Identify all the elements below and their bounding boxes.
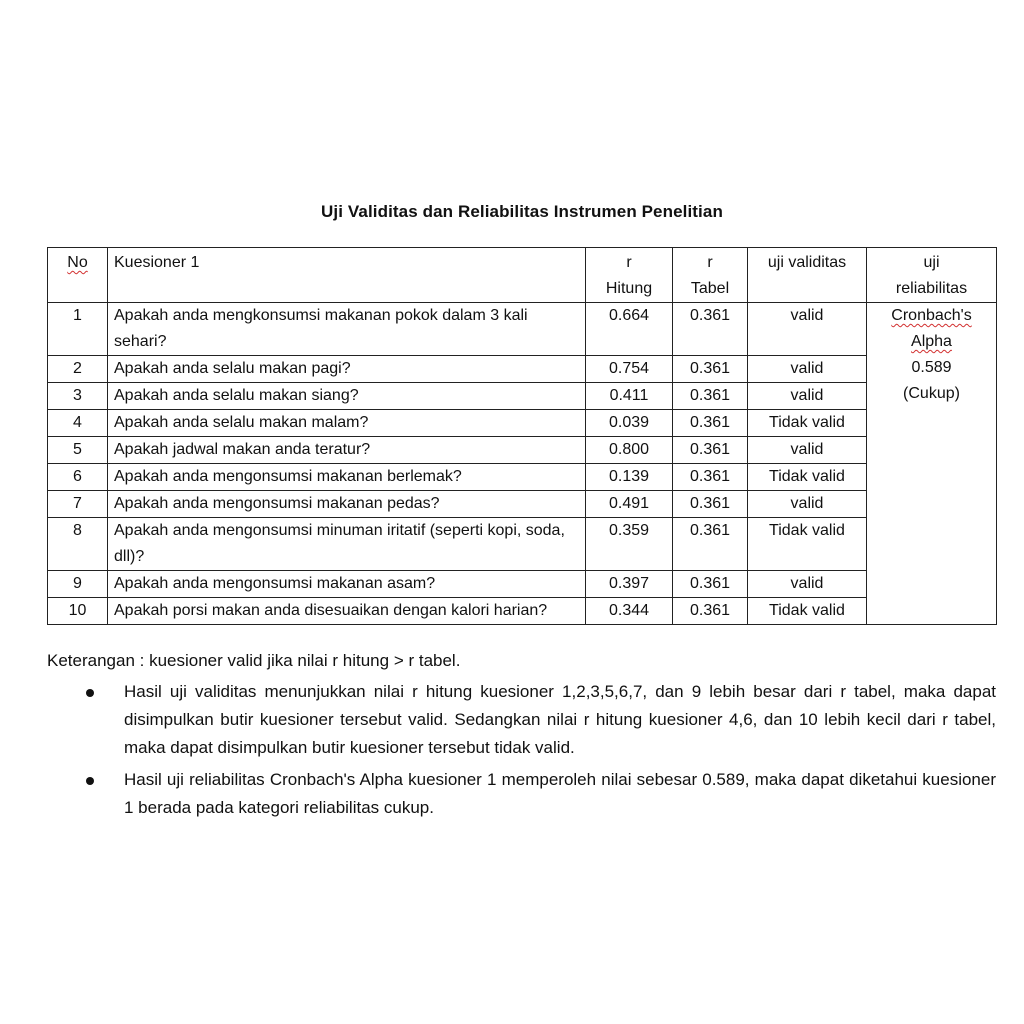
row-no: 2 [48, 356, 108, 383]
table-header-row [48, 248, 997, 303]
row-validitas: valid [748, 383, 867, 410]
table-row [48, 464, 997, 491]
conclusion-text-reliabilitas: Hasil uji reliabilitas Cronbach's Alpha kuesioner 1 memperoleh nilai sebesar 0.589, maka dapat diketahui kuesioner 1 berada pada kategori reliabilitas cukup. [124, 770, 996, 817]
keterangan-text: Keterangan : kuesioner valid jika nilai r hitung > r tabel. [47, 651, 461, 670]
reliability-line2: Alpha [911, 333, 952, 350]
header-r-hitung: r Hitung [586, 248, 673, 303]
conclusion-item-validitas [78, 678, 996, 762]
table-row [48, 410, 997, 437]
table-body [48, 303, 997, 625]
row-no: 3 [48, 383, 108, 410]
row-r-hitung: 0.491 [586, 491, 673, 518]
table-row [48, 598, 997, 625]
row-no: 10 [48, 598, 108, 625]
row-no: 8 [48, 518, 108, 571]
row-question: Apakah anda selalu makan malam? [108, 410, 586, 437]
row-r-hitung: 0.139 [586, 464, 673, 491]
row-r-hitung: 0.397 [586, 571, 673, 598]
row-validitas: valid [748, 303, 867, 356]
row-validitas: Tidak valid [748, 410, 867, 437]
table-row [48, 383, 997, 410]
row-r-tabel: 0.361 [673, 303, 748, 356]
conclusion-list [78, 678, 996, 826]
conclusion-text-validitas: Hasil uji validitas menunjukkan nilai r hitung kuesioner 1,2,3,5,6,7, dan 9 lebih besar dari r tabel, maka dapat disimpulkan butir kuesioner tersebut valid. Sedangkan nilai r hitung kuesioner 4,6, dan 10 lebih kecil dari r tabel, maka dapat disimpulkan butir kuesioner tersebut tidak valid. [124, 682, 996, 757]
row-question: Apakah anda selalu makan siang? [108, 383, 586, 410]
header-uji-reliabilitas: uji reliabilitas [867, 248, 997, 303]
row-no: 7 [48, 491, 108, 518]
header-no: No [48, 248, 108, 303]
reliability-line1: Cronbach's [891, 307, 972, 324]
row-question: Apakah porsi makan anda disesuaikan dengan kalori harian? [108, 598, 586, 625]
reliability-value: 0.589 [911, 359, 952, 376]
table-row [48, 437, 997, 464]
row-question: Apakah jadwal makan anda teratur? [108, 437, 586, 464]
validity-table [47, 247, 997, 625]
row-r-tabel: 0.361 [673, 383, 748, 410]
bullet-icon [86, 777, 94, 785]
reliability-category: (Cukup) [903, 385, 960, 402]
table-row [48, 518, 997, 571]
row-validitas: Tidak valid [748, 598, 867, 625]
bullet-icon [86, 689, 94, 697]
row-r-tabel: 0.361 [673, 518, 748, 571]
row-r-tabel: 0.361 [673, 356, 748, 383]
row-question: Apakah anda selalu makan pagi? [108, 356, 586, 383]
document-title: Uji Validitas dan Reliabilitas Instrumen Penelitian [321, 202, 723, 221]
row-validitas: valid [748, 356, 867, 383]
row-r-hitung: 0.344 [586, 598, 673, 625]
row-r-hitung: 0.664 [586, 303, 673, 356]
table-row [48, 303, 997, 356]
table-row [48, 571, 997, 598]
row-validitas: valid [748, 491, 867, 518]
row-r-tabel: 0.361 [673, 598, 748, 625]
row-r-tabel: 0.361 [673, 410, 748, 437]
row-question: Apakah anda mengonsumsi minuman iritatif (seperti kopi, soda, dll)? [108, 518, 586, 571]
row-validitas: valid [748, 571, 867, 598]
header-kuesioner: Kuesioner 1 [108, 248, 586, 303]
header-uji-validitas: uji validitas [748, 248, 867, 303]
row-question: Apakah anda mengonsumsi makanan berlemak? [108, 464, 586, 491]
reliability-cell [867, 303, 997, 625]
row-r-tabel: 0.361 [673, 437, 748, 464]
row-no: 4 [48, 410, 108, 437]
row-question: Apakah anda mengkonsumsi makanan pokok dalam 3 kali sehari? [108, 303, 586, 356]
row-no: 5 [48, 437, 108, 464]
row-question: Apakah anda mengonsumsi makanan pedas? [108, 491, 586, 518]
row-r-hitung: 0.800 [586, 437, 673, 464]
row-no: 9 [48, 571, 108, 598]
row-validitas: valid [748, 437, 867, 464]
row-r-hitung: 0.411 [586, 383, 673, 410]
row-no: 1 [48, 303, 108, 356]
row-r-tabel: 0.361 [673, 464, 748, 491]
row-validitas: Tidak valid [748, 518, 867, 571]
row-r-tabel: 0.361 [673, 571, 748, 598]
row-r-tabel: 0.361 [673, 491, 748, 518]
row-r-hitung: 0.754 [586, 356, 673, 383]
row-no: 6 [48, 464, 108, 491]
row-validitas: Tidak valid [748, 464, 867, 491]
header-r-tabel: r Tabel [673, 248, 748, 303]
table-row [48, 491, 997, 518]
row-r-hitung: 0.039 [586, 410, 673, 437]
table-row [48, 356, 997, 383]
conclusion-item-reliabilitas [78, 766, 996, 822]
row-question: Apakah anda mengonsumsi makanan asam? [108, 571, 586, 598]
row-r-hitung: 0.359 [586, 518, 673, 571]
